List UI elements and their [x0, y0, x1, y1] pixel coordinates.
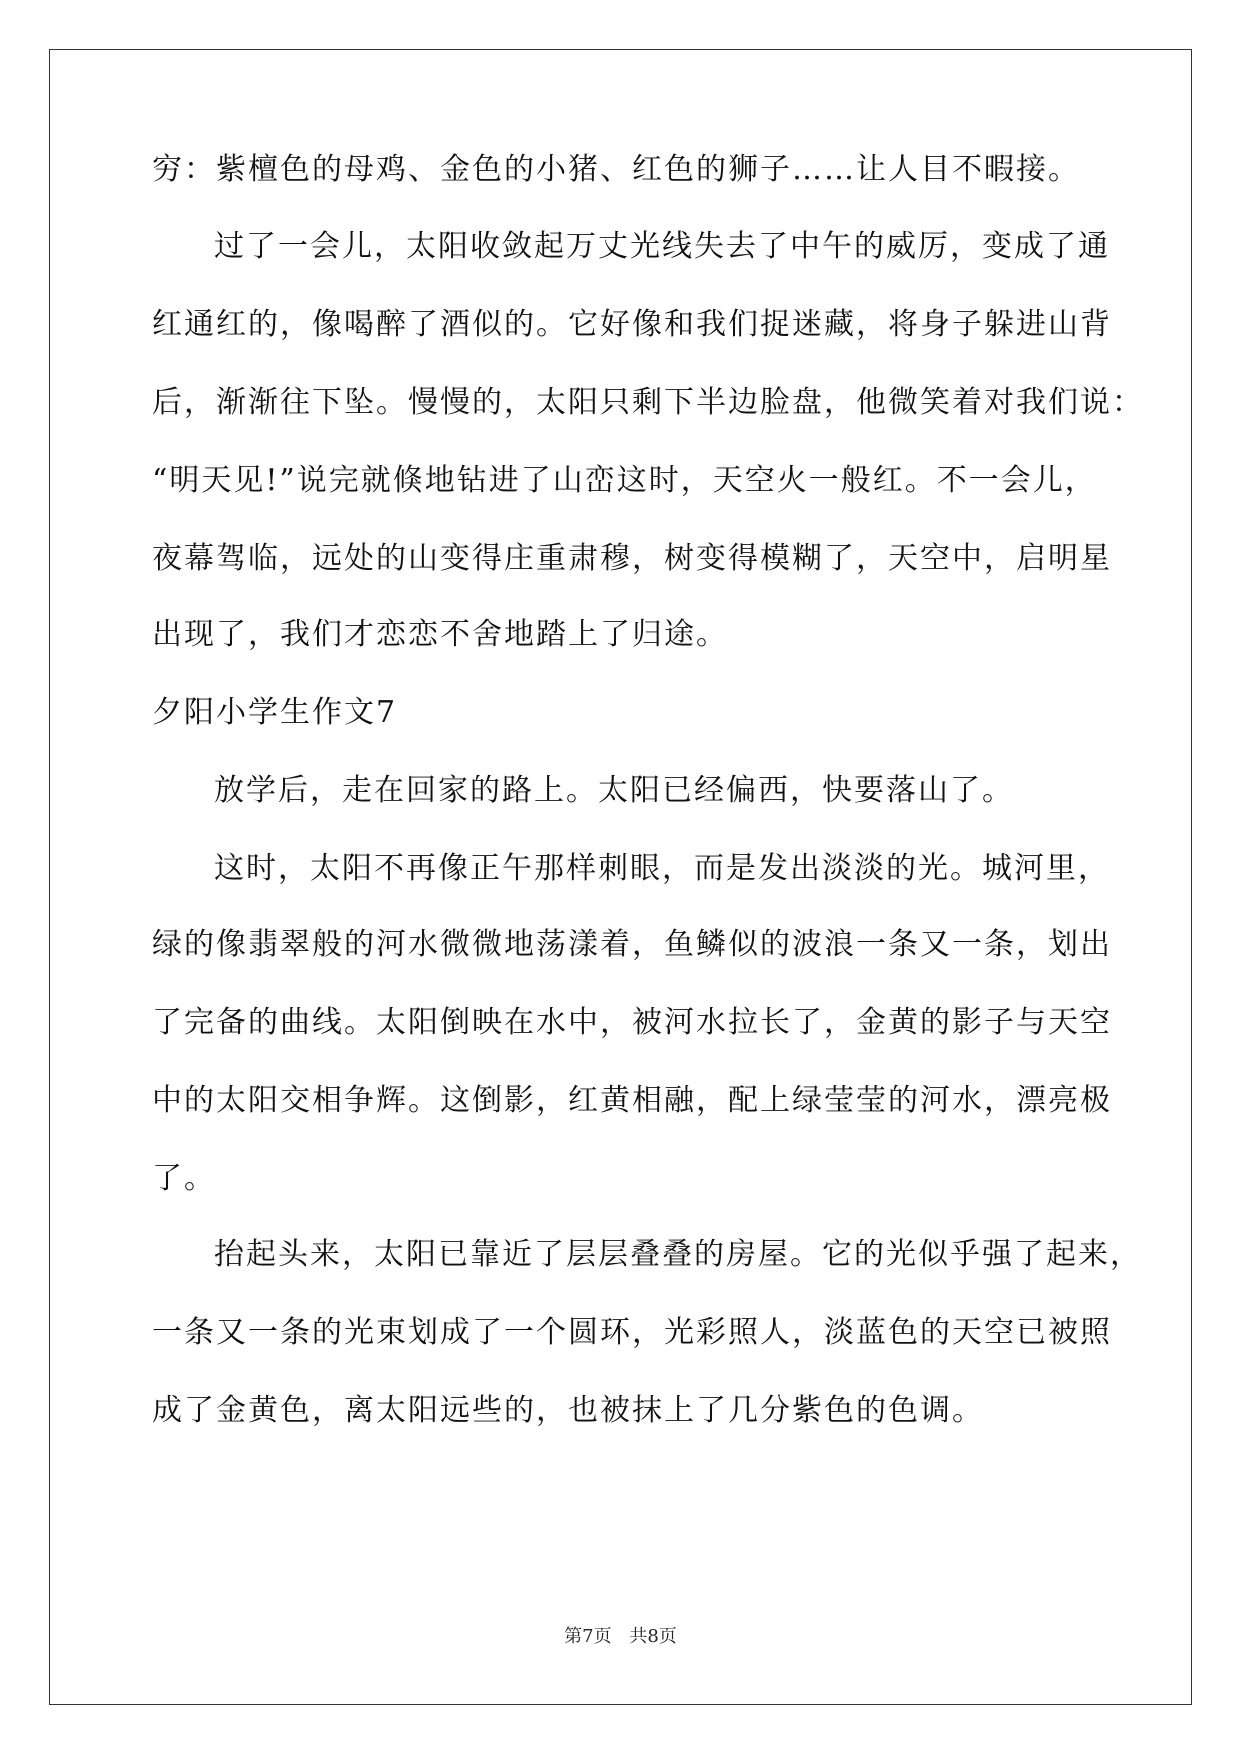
- body-line: 夜幕驾临，远处的山变得庄重肃穆，树变得模糊了，天空中，启明星: [152, 541, 1112, 576]
- body-line: 了。: [152, 1161, 216, 1196]
- body-line: 一条又一条的光束划成了一个圆环，光彩照人，淡蓝色的天空已被照: [152, 1315, 1112, 1350]
- paragraph-start-line: 这时，太阳不再像正午那样刺眼，而是发出淡淡的光。城河里，: [214, 851, 1110, 886]
- body-line: 中的太阳交相争辉。这倒影，红黄相融，配上绿莹莹的河水，漂亮极: [152, 1083, 1112, 1118]
- body-line: 成了金黄色，离太阳远些的，也被抹上了几分紫色的色调。: [152, 1393, 984, 1428]
- paragraph-start-line: 放学后，走在回家的路上。太阳已经偏西，快要落山了。: [214, 773, 1014, 808]
- paragraph-start-line: 抬起头来，太阳已靠近了层层叠叠的房屋。它的光似乎强了起来，: [214, 1237, 1142, 1272]
- body-line: 出现了，我们才恋恋不舍地踏上了归途。: [152, 617, 728, 652]
- paragraph-start-line: 过了一会儿，太阳收敛起万丈光线失去了中午的威厉，变成了通: [214, 229, 1110, 264]
- page-number: 第7页: [564, 1626, 612, 1647]
- body-line: 了完备的曲线。太阳倒映在水中，被河水拉长了，金黄的影子与天空: [152, 1005, 1112, 1040]
- body-line: 红通红的，像喝醉了酒似的。它好像和我们捉迷藏，将身子躲进山背: [152, 307, 1112, 342]
- page-total: 共8页: [629, 1626, 677, 1647]
- body-line: 绿的像翡翠般的河水微微地荡漾着，鱼鳞似的波浪一条又一条，划出: [152, 927, 1112, 962]
- body-line: 后，渐渐往下坠。慢慢的，太阳只剩下半边脸盘，他微笑着对我们说：: [152, 385, 1144, 420]
- body-line: “明天见!”说完就倏地钻进了山峦这时，天空火一般红。不一会儿，: [152, 463, 1097, 498]
- section-heading: 夕阳小学生作文7: [152, 695, 398, 730]
- page-footer: [0, 1625, 1241, 1649]
- body-line: 穷：紫檀色的母鸡、金色的小猪、红色的狮子……让人目不暇接。: [152, 152, 1080, 187]
